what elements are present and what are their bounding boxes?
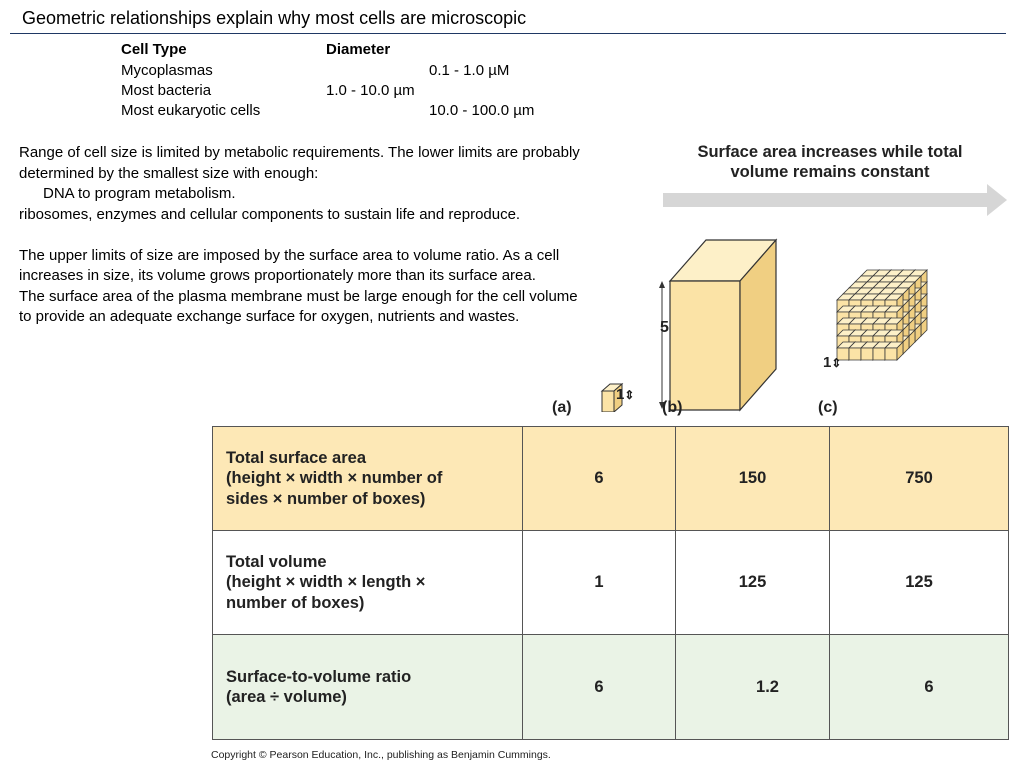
paragraph-lower-limits: Range of cell size is limited by metabolic requirements. The lower limits are probably determined by the smallest size with enough:: [19, 144, 580, 182]
diameter-mycoplasmas: 0.1 - 1.0 µM: [429, 62, 510, 79]
dimension-label-a: 1⇕: [616, 386, 635, 403]
diameter-header: Diameter: [326, 41, 391, 58]
panel-label-a: (a): [552, 399, 572, 416]
list-item-ribosomes: ribosomes, enzymes and cellular components to sustain life and reproduce.: [19, 205, 521, 223]
cell-type-eukaryotic: Most eukaryotic cells: [121, 102, 261, 119]
surface-area-a: 6: [523, 427, 676, 531]
dimension-label-b: 5: [660, 319, 669, 336]
row-label-ratio: Surface-to-volume ratio (area ÷ volume): [213, 635, 523, 740]
ratio-b: 1.2: [676, 635, 830, 740]
ratio-c: 6: [830, 635, 1009, 740]
surface-volume-table: [212, 426, 1009, 740]
surface-area-c: 750: [830, 427, 1009, 531]
dimension-label-c: 1⇕: [823, 354, 842, 371]
volume-c: 125: [830, 531, 1009, 635]
figure-heading-line2: volume remains constant: [730, 163, 930, 181]
body-text: [19, 143, 589, 328]
diameter-bacteria: 1.0 - 10.0 µm: [326, 82, 415, 99]
cell-type-bacteria: Most bacteria: [121, 82, 212, 99]
table-row-surface-area: [213, 427, 1009, 531]
cell-type-header: Cell Type: [121, 41, 187, 58]
copyright-notice: Copyright © Pearson Education, Inc., publishing as Benjamin Cummings.: [211, 749, 551, 761]
volume-a: 1: [523, 531, 676, 635]
right-arrow-icon: [663, 184, 1009, 218]
table-row-volume: [213, 531, 1009, 635]
paragraph-membrane: The surface area of the plasma membrane must be large enough for the cell volume to provide an adequate exchange surface for oxygen, nutrients and wastes.: [19, 287, 578, 325]
ratio-a: 6: [523, 635, 676, 740]
figure-heading-line1: Surface area increases while total: [697, 143, 963, 161]
list-item-dna: DNA to program metabolism.: [43, 185, 236, 202]
row-label-surface-area: Total surface area (height × width × number of sides × number of boxes): [213, 427, 523, 531]
panel-label-c: (c): [818, 399, 838, 416]
paragraph-upper-limits: The upper limits of size are imposed by the surface area to volume ratio. As a cell increases in size, its volume grows proportionately more than its surface area.: [19, 246, 560, 284]
surface-area-b: 150: [676, 427, 830, 531]
volume-b: 125: [676, 531, 830, 635]
panel-label-b: (b): [662, 399, 683, 416]
row-label-volume: Total volume (height × width × length × number of boxes): [213, 531, 523, 635]
figure-heading: [660, 142, 1000, 182]
cube-grid-c: [837, 270, 927, 360]
cell-type-mycoplasmas: Mycoplasmas: [121, 62, 213, 79]
slide-title: Geometric relationships explain why most cells are microscopic: [22, 8, 527, 28]
table-row-ratio: [213, 635, 1009, 740]
title-divider: [10, 33, 1006, 34]
diameter-eukaryotic: 10.0 - 100.0 µm: [429, 102, 535, 119]
large-cube-b: [670, 240, 776, 410]
